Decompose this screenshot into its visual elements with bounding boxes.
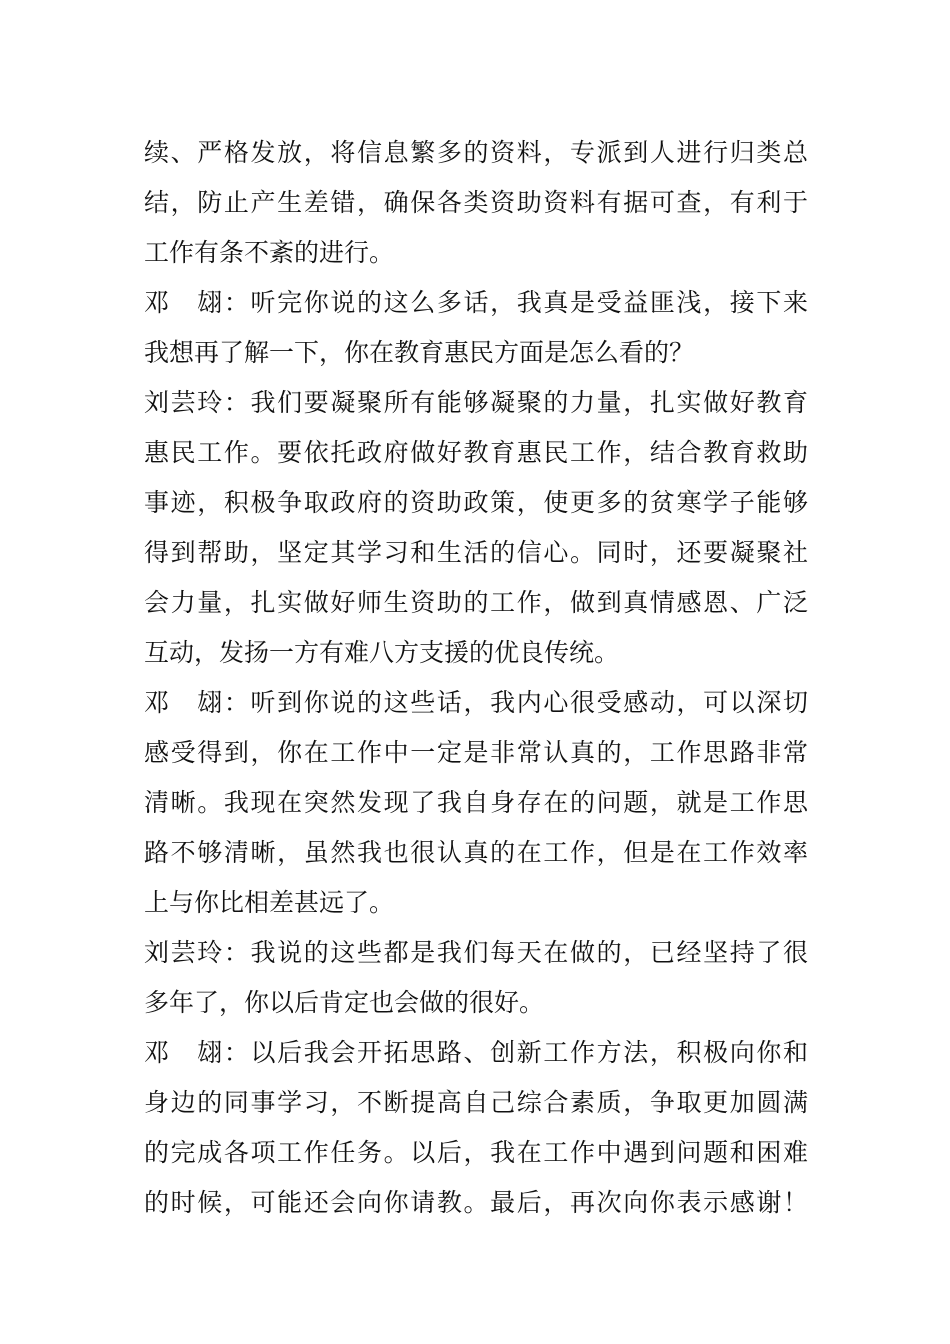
text-line: 邓 翃：听到你说的这些话，我内心很受感动，可以深切	[144, 688, 808, 717]
text-line: 路不够清晰，虽然我也很认真的在工作，但是在工作效率	[144, 838, 808, 867]
text-line: 邓 翃：以后我会开拓思路、创新工作方法，积极向你和	[144, 1038, 808, 1067]
text-line: 邓 翃：听完你说的这么多话，我真是受益匪浅，接下来	[144, 288, 808, 317]
text-line: 身边的同事学习，不断提高自己综合素质，争取更加圆满	[144, 1088, 808, 1117]
text-line: 得到帮助，坚定其学习和生活的信心。同时，还要凝聚社	[144, 538, 808, 567]
text-line: 刘芸玲：我说的这些都是我们每天在做的，已经坚持了很	[144, 938, 808, 967]
text-line: 感受得到，你在工作中一定是非常认真的，工作思路非常	[144, 738, 808, 767]
text-line: 刘芸玲：我们要凝聚所有能够凝聚的力量，扎实做好教育	[144, 388, 808, 417]
text-line: 续、严格发放，将信息繁多的资料，专派到人进行归类总	[144, 138, 808, 167]
text-line: 的完成各项工作任务。以后，我在工作中遇到问题和困难	[144, 1138, 808, 1167]
text-line: 清晰。我现在突然发现了我自身存在的问题，就是工作思	[144, 788, 808, 817]
text-line: 事迹，积极争取政府的资助政策，使更多的贫寒学子能够	[144, 488, 808, 517]
text-line: 结，防止产生差错，确保各类资助资料有据可查，有利于	[144, 188, 808, 217]
text-line: 惠民工作。要依托政府做好教育惠民工作，结合教育救助	[144, 438, 808, 467]
text-line: 工作有条不紊的进行。	[144, 238, 395, 267]
text-line: 我想再了解一下，你在教育惠民方面是怎么看的？	[144, 338, 695, 367]
text-line: 多年了，你以后肯定也会做的很好。	[144, 988, 545, 1017]
text-line: 会力量，扎实做好师生资助的工作，做到真情感恩、广泛	[144, 588, 808, 617]
text-line: 的时候，可能还会向你请教。最后，再次向你表示感谢！	[144, 1188, 808, 1217]
text-line: 互动，发扬一方有难八方支援的优良传统。	[144, 638, 620, 667]
document-page	[144, 128, 808, 1228]
text-line: 上与你比相差甚远了。	[144, 888, 395, 917]
